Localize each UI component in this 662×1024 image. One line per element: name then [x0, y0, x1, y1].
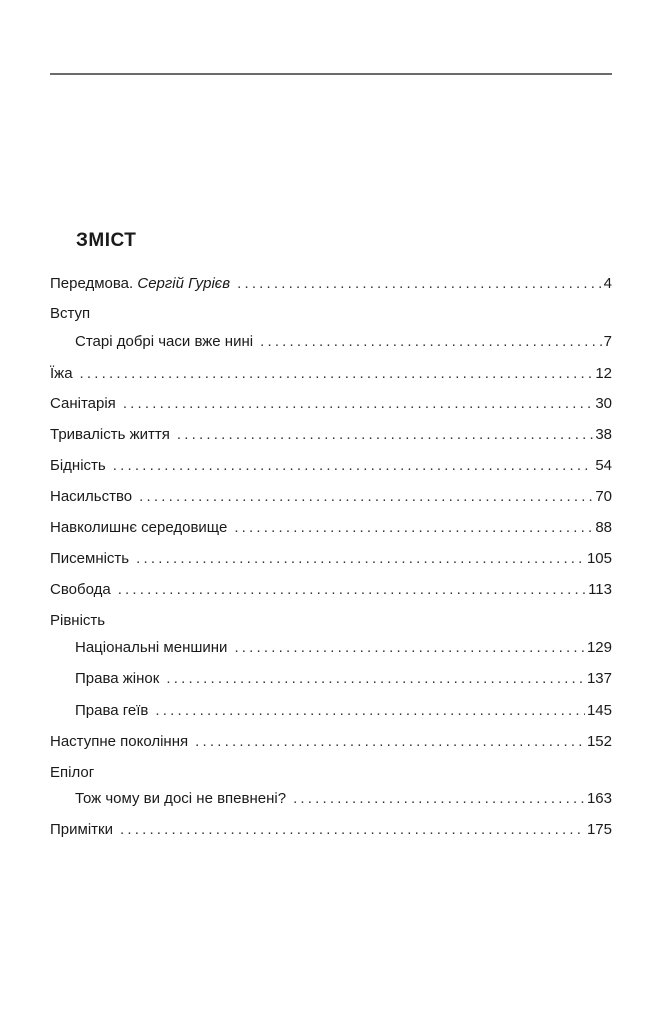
toc-entry-label: Санітарія — [50, 395, 116, 412]
dot-leader — [177, 425, 593, 445]
dot-leader — [113, 456, 594, 476]
toc-entry-label: Передмова. Сергій Гурієв — [50, 275, 231, 292]
toc-page-number: 175 — [586, 821, 612, 838]
dot-leader — [234, 638, 585, 658]
toc-page-number: 163 — [586, 790, 612, 807]
top-rule — [50, 73, 612, 75]
toc-page-number: 137 — [586, 670, 612, 687]
toc-entry-gay-rights[interactable] — [75, 701, 612, 721]
dot-leader — [234, 518, 593, 538]
dot-leader — [293, 789, 585, 809]
dot-leader — [139, 487, 593, 507]
dot-leader — [80, 364, 594, 384]
toc-entry-minorities[interactable] — [75, 638, 612, 658]
toc-entry-label: Писемність — [50, 550, 130, 567]
toc-entry-label: Старі добрі часи вже нині — [75, 333, 254, 350]
toc-entry-label: Тривалість життя — [50, 426, 170, 443]
toc-entry-womens-rights[interactable] — [75, 669, 612, 689]
toc-entry-label: Свобода — [50, 581, 111, 598]
toc-entry-foreword[interactable] — [50, 274, 612, 294]
toc-page-number: 7 — [603, 333, 612, 350]
toc-entry-label: Наступне покоління — [50, 733, 189, 750]
toc-page-number: 145 — [586, 702, 612, 719]
dot-leader — [136, 549, 585, 569]
dot-leader — [195, 732, 585, 752]
toc-entry-author: Сергій Гурієв — [137, 275, 231, 292]
dot-leader — [260, 332, 602, 352]
dot-leader — [118, 580, 586, 600]
toc-page-number: 105 — [586, 550, 612, 567]
toc-entry-label: Бідність — [50, 457, 106, 474]
toc-page-number: 88 — [595, 519, 612, 536]
toc-page-number: 70 — [595, 488, 612, 505]
toc-entry-literacy[interactable] — [50, 549, 612, 569]
toc-entry-next-generation[interactable] — [50, 732, 612, 752]
dot-leader — [237, 274, 602, 294]
page-title: ЗМІСТ — [76, 230, 137, 251]
toc-entry-label: Навколишнє середовище — [50, 519, 228, 536]
toc-entry-freedom[interactable] — [50, 580, 612, 600]
toc-page-number: 54 — [595, 457, 612, 474]
toc-entry-label: Національні меншини — [75, 639, 228, 656]
toc-section-heading-equality: Рівність — [50, 612, 106, 629]
dot-leader — [166, 669, 585, 689]
toc-page-number: 113 — [588, 581, 612, 598]
toc-page-number: 12 — [595, 365, 612, 382]
toc-entry-poverty[interactable] — [50, 456, 612, 476]
dot-leader — [120, 820, 585, 840]
toc-entry-label: Права геїв — [75, 702, 149, 719]
toc-section-heading-intro: Вступ — [50, 305, 91, 322]
toc-section-heading-epilogue: Епілог — [50, 764, 95, 781]
toc-entry-life-expectancy[interactable] — [50, 425, 612, 445]
dot-leader — [123, 394, 594, 414]
toc-page-number: 152 — [586, 733, 612, 750]
toc-entry-label: Тож чому ви досі не впевнені? — [75, 790, 287, 807]
toc-entry-food[interactable] — [50, 364, 612, 384]
toc-entry-label: Їжа — [50, 365, 73, 382]
toc-entry-violence[interactable] — [50, 487, 612, 507]
toc-entry-label: Права жінок — [75, 670, 160, 687]
dot-leader — [155, 701, 585, 721]
toc-entry-label: Насильство — [50, 488, 133, 505]
toc-entry-why-not-convinced[interactable] — [75, 789, 612, 809]
toc-entry-notes[interactable] — [50, 820, 612, 840]
toc-page-number: 38 — [595, 426, 612, 443]
toc-page-number: 129 — [586, 639, 612, 656]
toc-page-number: 4 — [603, 275, 612, 292]
toc-page-number: 30 — [595, 395, 612, 412]
toc-entry-sanitation[interactable] — [50, 394, 612, 414]
toc-entry-good-old-days[interactable] — [75, 332, 612, 352]
toc-entry-environment[interactable] — [50, 518, 612, 538]
toc-entry-label: Примітки — [50, 821, 113, 838]
